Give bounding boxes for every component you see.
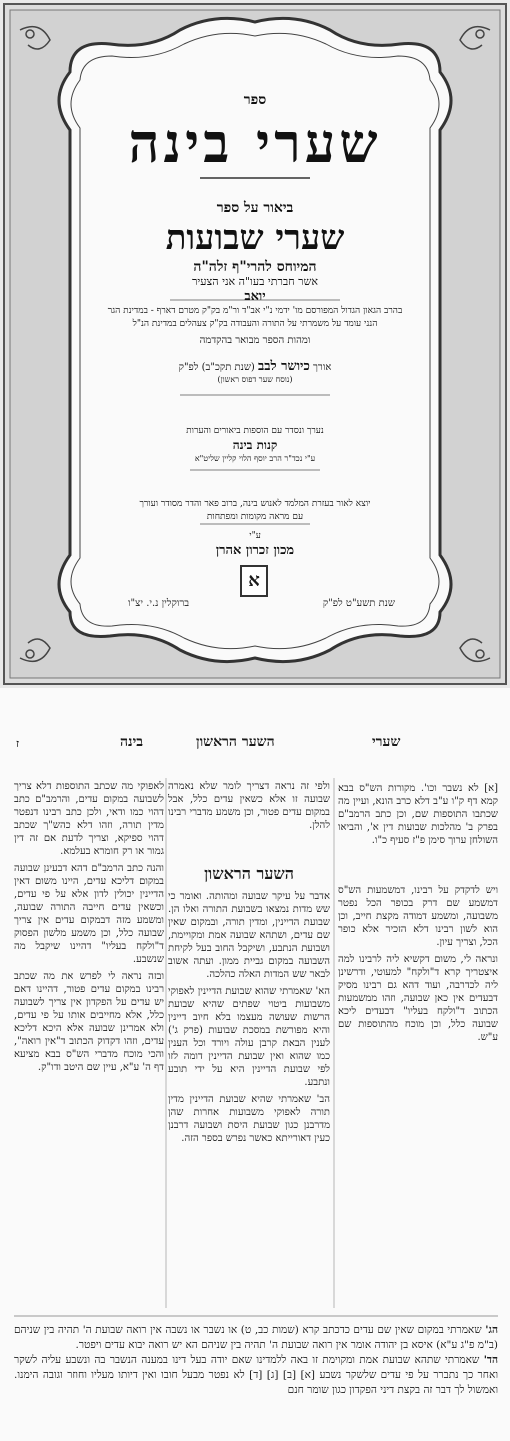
paragraph-text: שאמרתי במקום שאין שם עדים כדכתב קרא (שמות כב, ט) או נשבר או נשבה אין רואה שבועת ה' תהיה בין שניהם (ב"מ פ"ג ע"א) איסא בן יהודה אומר אין רואה שבועת ה' תהיה בין שניהם הא יש רואה יבוא עדים ויפטר. xyxy=(14,1324,498,1351)
main-title: שערי בינה xyxy=(128,111,382,175)
orech-bold: כיושר לבב xyxy=(258,359,310,374)
bottom-paragraph xyxy=(14,1323,498,1353)
machon-name: מכון זכרון אהרן xyxy=(215,543,295,558)
author-name: יואב xyxy=(244,289,266,304)
left-paragraph: ובזה נראה לי לפרש את מה שכתב רבינו במקום עדים פטור, דהיינו דאם יש עדים על הפקדון אין צריך לשבועה כלל, אלא מחייבים אותו על פי עדים, ולא אמרינן שבועה אלא היכא דליכא עדים, וזהו דקדוק הכתוב ד"אין רואה", והכי מוכח מדברי הש"ס בבא מציעא דף ה' ע"א, עיין שם היטב ודו"ק. xyxy=(14,971,164,1073)
publisher-logo: א xyxy=(240,565,268,597)
lineage-line-2: הנני עומד על משמרתי על התורה והעבודה בק"ק צעהלים במדינת הנ"ל xyxy=(132,319,378,329)
editor-line: ע"י נכד"ר הרב יוסף הלוי קליין שליט"א xyxy=(194,454,316,463)
orech-line xyxy=(0,358,510,374)
text-page xyxy=(0,688,510,1441)
second-title: שערי שבועות xyxy=(165,218,345,258)
mareh-mekomot-line: עם מראה מקומות ומפתחות xyxy=(206,512,304,522)
running-header-right: שערי xyxy=(372,734,401,750)
year-line: שנת תשע"ט לפ"ק xyxy=(322,598,395,609)
left-paragraph: והנה כתב הרמב"ם דהא דבעינן שבועה במקום דליכא עדים, היינו משום דאין הדיינין יכולין לדון אלא על פי עדים, וכשאין עדים חייבה התורה שבועה, ומשמע מזה דבמקום עדים אין צריך שבועה כלל, וכן משמע מלשון הפסוק ד"ולקח בעליו" דהיינו שיקבל מה שנשבע. xyxy=(14,863,164,965)
paragraph-marker: הד' xyxy=(483,1354,498,1366)
paragraph-marker: הג' xyxy=(485,1324,498,1336)
top-right-note: [א] לא נשבר וכו'. מקורות הש"ס בבא קמא דף ק"ו ע"ב דלא כרב הונא, ועיין מה שכתבו התוספות שם, וכן כתב הרמב"ם בפרק ב' מהלכות שבועות דין א', והביאו השולחן ערוך סימן פ"ז סעיף כ"ו. xyxy=(338,783,498,846)
location-line: ברוקלין נ.י. יצ"ו xyxy=(128,598,190,609)
orech-prefix: אורך xyxy=(313,362,332,373)
nusach-line: (נוסח שער דפוס ראשון) xyxy=(217,375,293,384)
knot-bina-title: קנות בינה xyxy=(232,438,278,452)
left-paragraph: לאפוקי מה שכתב התוספות דלא צריך לשבועה במקום עדים, והרמב"ם כתב דהוי כמו ודאי, ולכן כתב רבינו דנפטר מדין תורה, וזהו דלא כהש"ך שכתב דהוי ספיקא, וצריך לדעת אם זה דין גמור או רק חומרא בעלמא. xyxy=(14,781,164,857)
right-paragraph: ויש לדקדק על רבינו, דמשמעות הש"ס דמשמע שם דרק בכופר הכל נפטר משבועה, ומשמע דמודה מקצת חייב, וכן הוא לשון רבינו דלא הזכיר אלא כופר הכל, וצריך עיון. xyxy=(338,885,498,948)
asher-line: אשר חברתי בעו"ה אני הצעיר xyxy=(192,275,318,288)
running-header-left: בינה xyxy=(120,734,144,750)
middle-paragraph: הב' שאמרתי שהיא שבועת הדיינין מדין תורה לאפוקי משבועות אחרות שהן מדרבנן כגון שבועת היסת ושבועה דרבנן כעין דאורייתא כאשר נפרש בספר הזה. xyxy=(168,1094,330,1144)
lineage-line-1: בהרב הגאון הגדול המפורסם מו' ידמי נ"י אב"ד ור"מ בק"ק מטרם דארף - במדינת הגר xyxy=(107,306,403,316)
paragraph-text: שאמרתי שתהא שבועת אמת ומקוימת זו באה ללמדינו שאם יודה בעל דינו במענה הנשבר בה ונשבע עליה לשקר ואחר כך נתברר על פי עדים שלשקר נשבע [א] [ב] [ג] [ד] לא נפטר מבעל חובו ואין דיותו מעליו וחוזר וגובה הימנו. ואמשול לך דבר זה בקצת דיני הפקדון כגון שומר חנם xyxy=(14,1354,498,1396)
intro-line: ומהות הספר מבואר בהקדמה xyxy=(199,335,311,346)
orech-suffix: (שנת תקכ"ב) לפ"ק xyxy=(178,362,255,373)
middle-paragraph: הא' שאמרתי שהוא שבועת הדיינין לאפוקי משבועות ביטוי שפתים שהיא שבועת הרשות שעושה מעצמו בלא חיוב דיינין והיא מפורשת במסכת שבועות (פרק ג') לענין הבאת קרבן עולה ויורד וכל הענין כמו שהוא ואין שבועת הדיינין דומה לזו לפי שבועת הדיינין היא על ידי תובע ונתבע. xyxy=(168,986,330,1088)
attribution-line: המיוחס להרי"ף זלה"ה xyxy=(193,259,317,275)
section-heading: השער הראשון xyxy=(204,864,294,883)
title-sefer-label: ספר xyxy=(243,92,267,108)
bottom-main-text xyxy=(14,1323,498,1435)
right-paragraph: ונראה לי, משום דקשיא ליה לרבינו למה איצטריך קרא ד"ולקח" למעוטי, ודרשינן ליה לכדרבה, ועוד דהא גם רבינו מסיק דבעדים אין כאן שבועה, וזהו ממשמעות הכתוב ד"ולקח בעליו" דבעדים ליכא שבועה כלל, וכן מוכח מהתוספות שם ע"ש. xyxy=(338,954,498,1043)
title-page xyxy=(0,0,510,688)
middle-paragraph: ולפי זה נראה דצריך לומר שלא נאמרה שבועה זו אלא כשאין עדים כלל, אבל במקום עדים פטור, וכן משמע מדברי רבינו להלן. xyxy=(168,781,330,831)
ay-line: ע"י xyxy=(249,531,261,541)
neerach-line: נערך ונסדר עם הוספות ביאורים והערות xyxy=(186,426,324,436)
running-header-center: השער הראשון xyxy=(196,734,275,750)
middle-paragraph: אדבר על עיקר שבועה ומהותה. ואומר כי שש מדות נמצאו בשבועת התורה ואלו הן. שבועת הדיינין, ומדין תורה, ובמקום שאין שם עדים, ושתהא שבועה אמת ומקויימת, ושבועת הנתבע, ושיקבל החוב בעל לקיחת השבועה במקום גביית ממון. ועתה אשוב לבאר שש המדות האלה כהלכה. xyxy=(168,891,330,980)
page-number: ז xyxy=(16,737,20,750)
beur-label: ביאור על ספר xyxy=(216,200,294,216)
bottom-paragraph xyxy=(14,1353,498,1398)
publisher-line: יוצא לאור בעזרת המלמד לאנוש בינה, ברוב פאר והדר מסודר ועורך xyxy=(139,499,371,509)
